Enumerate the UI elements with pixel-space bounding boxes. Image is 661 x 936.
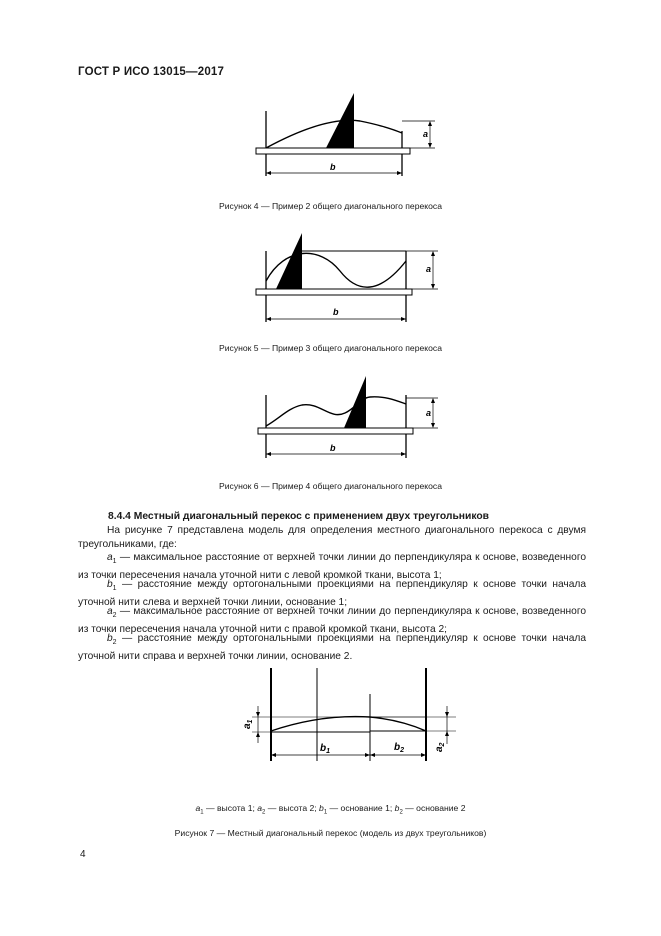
b2-label: $b_2$ bbox=[394, 742, 405, 754]
section-heading: 8.4.4 Местный диагональный перекос с применением двух треугольников bbox=[108, 511, 489, 522]
figure-4-caption: Рисунок 4 — Пример 2 общего диагонального перекоса bbox=[219, 201, 442, 211]
height-arrow-top bbox=[431, 398, 435, 403]
weft-curve bbox=[271, 717, 426, 731]
definition-text: — расстояние между ортогональными проекциями на перпендикуляр к основе точки начала уточной нити справа и верхней точки линии, основание 2. bbox=[78, 633, 586, 662]
base-arrow-right bbox=[397, 171, 402, 175]
base-arrow-right bbox=[401, 317, 406, 321]
skew-triangle bbox=[344, 376, 366, 428]
figure-5-diagram bbox=[240, 226, 445, 326]
height-arrow-bottom bbox=[431, 423, 435, 428]
figure-7-caption: Рисунок 7 — Местный диагональный перекос (модель из двух треугольников) bbox=[174, 828, 487, 838]
definition-symbol: b bbox=[107, 579, 113, 590]
definition-text: — максимальное расстояние от верхней точки линии до перпендикуляра к основе, возведенного из точки пересечения начала уточной нити с левой кромкой ткани, высота 1; bbox=[78, 552, 586, 581]
skew-triangle bbox=[276, 233, 302, 289]
definition-b2 bbox=[78, 632, 586, 663]
b2-arrow-left bbox=[370, 753, 375, 757]
base-label: b bbox=[330, 443, 336, 453]
height-arrow-bottom bbox=[431, 284, 435, 289]
figure-4-diagram bbox=[240, 86, 440, 186]
definition-symbol: a bbox=[107, 606, 113, 617]
base-arrow-right bbox=[401, 452, 406, 456]
height-label: a bbox=[423, 129, 429, 139]
height-arrow-bottom bbox=[428, 143, 432, 148]
document-header: ГОСТ Р ИСО 13015—2017 bbox=[78, 66, 225, 78]
a2-arrow-top bbox=[445, 712, 449, 717]
figure-5-caption: Рисунок 5 — Пример 3 общего диагонального перекоса bbox=[219, 343, 442, 353]
height-label: a bbox=[426, 408, 432, 418]
definition-text: — максимальное расстояние от верхней точки линии до перпендикуляра к основе, возведенного из точки пересечения начала уточной нити с правой кромкой ткани, высота 2; bbox=[78, 606, 586, 635]
base-arrow-left bbox=[266, 317, 271, 321]
definition-subscript: 1 bbox=[112, 558, 117, 566]
height-arrow-top bbox=[428, 121, 432, 126]
skew-triangle bbox=[326, 93, 354, 148]
a2-label: $a_2$ bbox=[434, 742, 446, 752]
base-arrow-left bbox=[266, 452, 271, 456]
figure-6-caption: Рисунок 6 — Пример 4 общего диагонального перекоса bbox=[219, 481, 442, 491]
a1-arrow-bottom bbox=[256, 732, 260, 737]
height-label: a bbox=[426, 264, 432, 274]
figure-6-diagram bbox=[240, 370, 445, 460]
base-label: b bbox=[330, 162, 336, 172]
definition-subscript: 2 bbox=[112, 612, 117, 620]
base-arrow-left bbox=[266, 171, 271, 175]
definition-symbol: a bbox=[107, 552, 113, 563]
a2-arrow-bottom bbox=[445, 731, 449, 736]
base-bar bbox=[256, 289, 412, 295]
height-arrow-top bbox=[431, 251, 435, 256]
a1-arrow-top bbox=[256, 712, 260, 717]
base-label: b bbox=[333, 307, 339, 317]
base-bar bbox=[256, 148, 410, 154]
section-intro: На рисунке 7 представлена модель для определения местного диагонального перекоса с двумя треугольниками, где: bbox=[78, 525, 586, 550]
definition-subscript: 2 bbox=[112, 639, 117, 647]
base-bar bbox=[258, 428, 413, 434]
definition-text: — расстояние между ортогональными проекциями на перпендикуляр к основе точки начала уточной нити слева и верхней точки линии, основание 1; bbox=[78, 579, 586, 608]
page-number: 4 bbox=[80, 849, 86, 860]
a1-label: $a_1$ bbox=[242, 719, 254, 729]
definition-symbol: b bbox=[107, 633, 113, 644]
b1-label: $b_1$ bbox=[320, 743, 331, 755]
b1-arrow-right bbox=[365, 753, 370, 757]
weft-curve bbox=[266, 397, 406, 426]
figure-7-legend: $a_1$ — высота 1; $a_2$ — высота 2; $b_1$ — основание 1; $b_2$ — основание 2 bbox=[195, 803, 466, 816]
definition-subscript: 1 bbox=[112, 585, 117, 593]
figure-7-diagram bbox=[236, 664, 466, 774]
